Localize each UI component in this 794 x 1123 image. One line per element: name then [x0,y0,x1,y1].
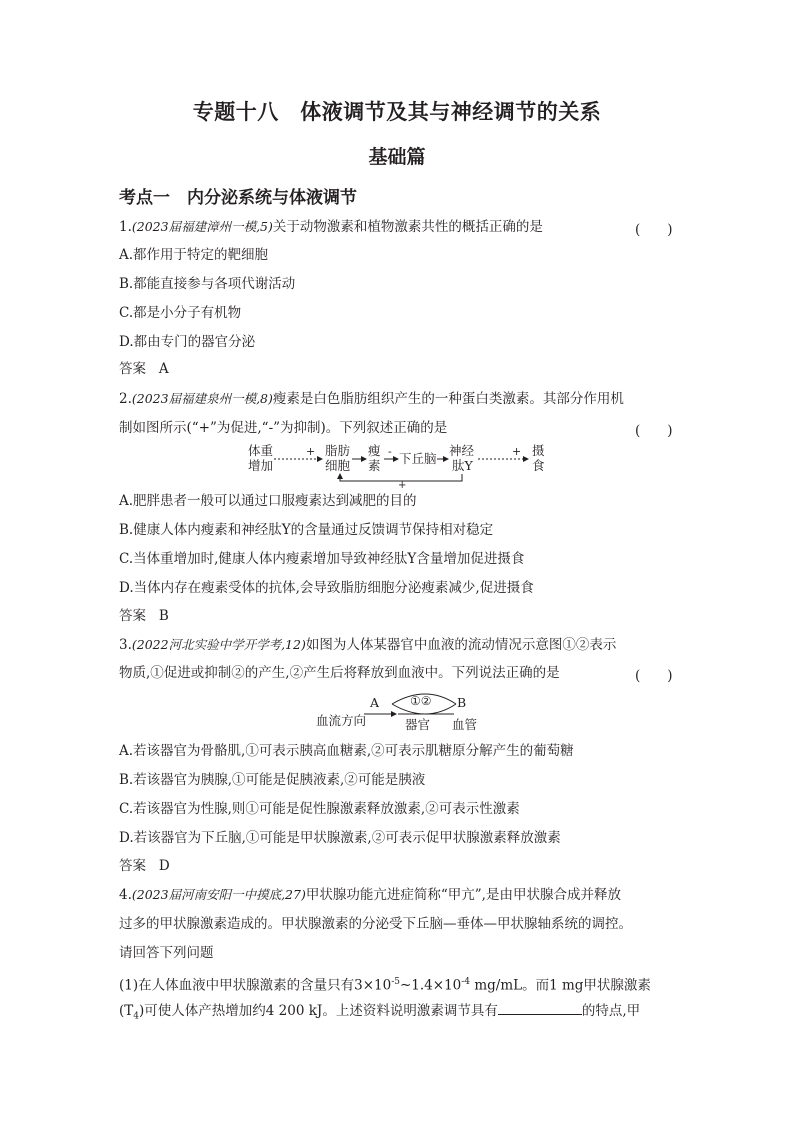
sign-plus-3: + [512,445,522,458]
q1-source: (2023届福建漳州一模,5) [131,219,273,234]
q4-part1-text-a: (1)在人体血液中甲状腺激素的含量只有3×10 [119,977,392,994]
q3-number: 3. [119,637,132,653]
q2-answer-value: B [158,608,169,624]
q1-answer-label: 答案 [119,361,146,377]
node-npy-2: 肽Y [452,458,473,473]
q1-option-a: A.都作用于特定的靶细胞 [119,247,269,263]
q1-stem [119,218,543,236]
sign-minus: - [388,445,392,458]
label-flow-direction: 血流方向 [316,713,367,728]
q4-stem-line2: 过多的甲状腺激素造成的。甲状腺激素的分泌受下丘脑—垂体—甲状腺轴系统的调控。 [119,916,632,932]
q4-stem-line3: 请回答下列问题 [119,945,214,961]
q1-number: 1. [119,219,132,235]
page-title: 专题十八 体液调节及其与神经调节的关系 [192,100,602,124]
answer-blank[interactable] [498,1002,582,1015]
node-weight-2: 增加 [248,458,274,473]
q4-stem-line1 [119,886,621,904]
node-weight-1: 体重 [248,443,274,458]
q2-option-a: A.肥胖患者一般可以通过口服瘦素达到减肥的目的 [119,493,417,509]
q3-option-b: B.若该器官为胰腺,①可能是促胰液素,②可能是胰液 [119,772,426,788]
q1-answer-value: A [158,361,169,377]
q2-stem-text1: 瘦素是白色脂肪组织产生的一种蛋白类激素。其部分作用机 [272,391,624,407]
page-subtitle: 基础篇 [368,146,426,168]
q4-part2-text-b: )可使人体产热增加约4 200 kJ。上述资料说明激素调节具有 [139,1003,498,1019]
q4-source: (2023届河南安阳一中摸底,27) [131,887,306,902]
label-b: B [457,695,467,710]
q3-stem-line2: 物质,①促进或抑制②的产生,②产生后将释放到血液中。下列说法正确的是 [119,665,560,681]
q4-exponent-1: -5 [391,977,400,987]
q2-option-d: D.当体内存在瘦素受体的抗体,会导致脂肪细胞分泌瘦素减少,促进摄食 [119,580,534,596]
node-fat-1: 脂肪 [325,443,351,458]
node-feeding-1: 摄 [532,443,545,458]
q4-part2-text-c: 的特点,甲 [581,1003,641,1019]
q1-option-b: B.都能直接参与各项代谢活动 [119,276,296,292]
q2-answer-label: 答案 [119,608,146,624]
q4-part1-line1 [119,973,651,995]
node-npy-1: 神经 [449,443,475,458]
q3-option-d: D.若该器官为下丘脑,①可能是甲状腺激素,②可表示促甲状腺激素释放激素 [119,830,561,846]
q3-answer-label: 答案 [119,858,146,874]
q4-subscript: 4 [133,1011,140,1022]
sign-plus-1: + [306,445,316,458]
q2-option-c: C.当体重增加时,健康人体内瘦素增加导致神经肽Y含量增加促进摄食 [119,551,525,567]
q1-stem-text: 关于动物激素和植物激素共性的概括正确的是 [272,219,543,235]
q4-exponent-2: -4 [461,977,471,987]
q4-part2-text-a: (T [119,1003,134,1019]
q3-option-a: A.若该器官为骨骼肌,①可表示胰高血糖素,②可表示肌糖原分解产生的葡萄糖 [119,743,574,759]
q1-option-c: C.都是小分子有机物 [119,305,242,321]
q4-part1-line2 [119,1002,640,1026]
node-feeding-2: 食 [532,458,545,473]
q3-source: (2022河北实验中学开学考,12) [131,637,306,652]
q2-source: (2023届福建泉州一模,8) [131,391,273,406]
q1-answer [119,360,169,378]
q3-stem-line1 [119,636,616,654]
q3-diagram [314,690,494,738]
q2-option-b: B.健康人体内瘦素和神经肽Y的含量通过反馈调节保持相对稳定 [119,522,494,538]
node-hypothalamus: 下丘脑 [399,451,437,466]
q2-stem-line1 [119,390,624,408]
label-a: A [370,695,380,710]
section-heading: 考点一 内分泌系统与体液调节 [119,188,357,208]
q3-answer-value: D [158,858,170,874]
q2-number: 2. [119,391,132,407]
inner-substances: ①② [410,694,432,708]
q1-option-d: D.都由专门的器官分泌 [119,334,256,350]
q3-answer [119,857,170,875]
label-vessel: 血管 [452,717,478,732]
q2-stem-line2: 制如图所示(“+”为促进,“-”为抑制)。下列叙述正确的是 [119,420,448,436]
node-fat-2: 细胞 [325,458,351,473]
q3-stem-text1: 如图为人体某器官中血液的流动情况示意图①②表示 [305,637,617,653]
node-leptin-1: 瘦 [368,443,381,458]
q1-answer-paren: ( ) [635,222,673,238]
node-leptin-2: 素 [368,458,381,473]
sign-plus-feedback: + [398,480,407,489]
q4-part1-text-b: ~1.4×10 [399,977,462,994]
label-organ: 器官 [405,717,431,732]
q2-answer [119,607,169,625]
q2-diagram [244,441,554,489]
q3-answer-paren: ( ) [635,668,673,684]
q3-option-c: C.若该器官为性腺,则①可能是促性腺激素释放激素,②可表示性激素 [119,801,520,817]
q2-answer-paren: ( ) [635,423,673,439]
q4-number: 4. [119,887,132,903]
q4-part1-text-c: mg/mL。而1 mg甲状腺激素 [470,977,651,994]
q4-stem-text1: 甲状腺功能亢进症简称“甲亢”,是由甲状腺合成并释放 [305,887,621,903]
